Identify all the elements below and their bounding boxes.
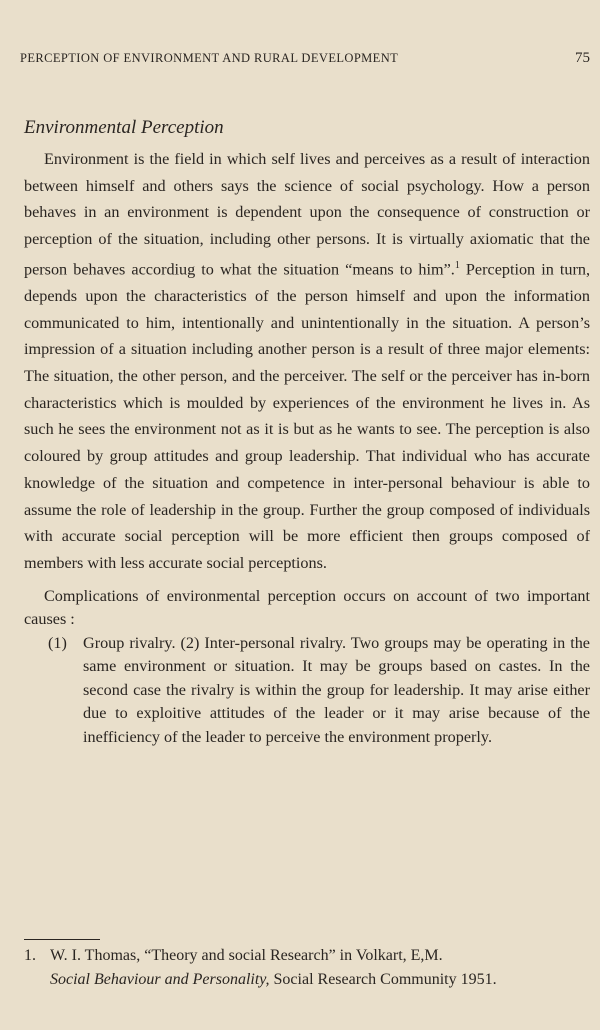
footnote-text: W. I. Thomas, “Theory and social Research” in Volkart, E,M. xyxy=(50,947,443,964)
footnote-rule xyxy=(24,939,100,940)
list-item xyxy=(24,632,590,750)
footnote-publisher: Social Research Community 1951. xyxy=(269,971,497,988)
paragraph-1 xyxy=(24,146,590,577)
footnote-number: 1. xyxy=(24,947,36,964)
paragraph-1-continued: Perception in turn, depends upon the characteristics of the person himself and upon the information communicated to him, intentionally and unintentionally in the situation. A person’s impression of a situation including another person is a result of three major elements: The situation, the other person, and the perceiver. The self or the perceiver has in-born characteristics which is moulded by experiences of the environment he lives in. As such he sees the environment not as it is but as he wants to see. The perception is also coloured by group attitudes and group leadership. That individual who has accurate knowledge of the situation and competence in inter-personal behaviour is able to assume the role of leadership in the group. Further the group composed of individuals with accurate social perception will be more efficient then groups composed of members with less accurate social perceptions. xyxy=(24,260,590,572)
footnote-reference: 1 xyxy=(454,259,460,271)
list-item-text: Group rivalry. (2) Inter-personal rivalry. Two groups may be operating in the same environment or situation. It may be groups based on castes. In the second case the rivalry is within the group for leadership. It may arise either due to exploitive attitudes of the leader or it may arise because of the inefficiency of the leader to perceive the environment properly. xyxy=(83,633,590,746)
footnote xyxy=(24,944,590,992)
footnote-book-title: Social Behaviour and Personality, xyxy=(50,971,270,988)
footnote-line-1 xyxy=(24,944,590,968)
paragraph-1-text: Environment is the field in which self lives and perceives as a result of interaction between himself and others says the science of social psychology. How a person behaves in an environment is dependent upon the consequence of construction or perception of the situation, including other persons. It is virtually axiomatic that the person behaves accordiug to what the situation “means to him”. xyxy=(24,150,590,279)
body-text xyxy=(24,146,590,749)
running-head: PERCEPTION OF ENVIRONMENT AND RURAL DEVELOPMENT xyxy=(20,51,399,65)
paragraph-2: Complications of environmental perception occurs on account of two important causes : xyxy=(24,586,590,629)
list-item-number: (1) xyxy=(48,633,67,652)
section-title: Environmental Perception xyxy=(24,117,224,138)
page-header xyxy=(20,50,590,67)
footnote-line-2 xyxy=(24,968,590,992)
page-number: 75 xyxy=(575,50,590,66)
